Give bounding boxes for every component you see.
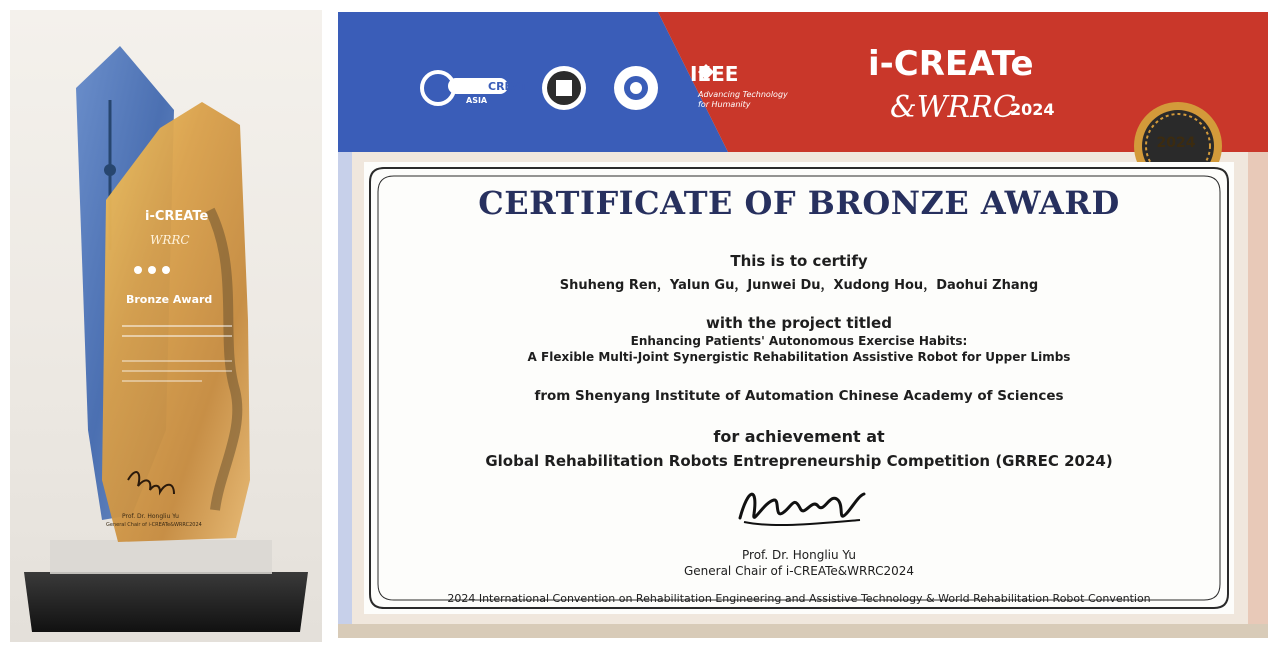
- trophy-signer-role: General Chair of i-CREATe&WRRC2024: [106, 522, 202, 528]
- signer-role: General Chair of i-CREATe&WRRC2024: [683, 564, 915, 578]
- trophy-brand: i-CREATe: [145, 209, 209, 224]
- glass-plinth: [50, 540, 272, 574]
- project-title-line2: A Flexible Multi-Joint Synergistic Rehabilitation Assistive Robot for Upper Limbs: [527, 350, 1071, 364]
- wrrc-logo: &WRRC: [890, 90, 1016, 125]
- medal-year: 2024: [1156, 135, 1196, 151]
- icreate-logo: i-CREATe: [868, 44, 1034, 84]
- certificate-body: [364, 162, 1234, 614]
- achievement-intro: for achievement at: [713, 427, 885, 446]
- trophy-base: [24, 572, 308, 632]
- certificate-footer: 2024 International Convention on Rehabilitation Engineering and Assistive Technology & World Rehabilitation Robot Convention: [447, 592, 1151, 605]
- ieee-logo: IEEE: [690, 62, 739, 86]
- ieee-tagline: Advancing Technology for Humanity: [698, 90, 788, 109]
- recipients: Shuheng Ren，Yalun Gu，Junwei Du，Xudong Hou，Daohui Zhang: [559, 278, 1039, 293]
- signature-icon: [734, 478, 874, 538]
- certify-line: This is to certify: [730, 252, 868, 270]
- project-intro: with the project titled: [706, 314, 892, 332]
- certificate-title: CERTIFICATE OF BRONZE AWARD: [478, 184, 1120, 222]
- institution: from Shenyang Institute of Automation Chinese Academy of Sciences: [534, 388, 1064, 404]
- trophy-award: Bronze Award: [126, 293, 213, 306]
- signer-name: Prof. Dr. Hongliu Yu: [742, 548, 856, 562]
- trophy-photo: [10, 10, 322, 642]
- wrrc-year: 2024: [1010, 100, 1055, 119]
- trophy-illustration: [10, 10, 322, 642]
- trophy-event: WRRC: [150, 233, 190, 247]
- certificate: [338, 12, 1268, 638]
- competition-name: Global Rehabilitation Robots Entrepreneurship Competition (GRREC 2024): [485, 452, 1113, 470]
- trophy-signer: Prof. Dr. Hongliu Yu: [122, 513, 179, 520]
- creat-asia-label: ASIA: [466, 96, 488, 105]
- project-title-line1: Enhancing Patients' Autonomous Exercise Habits:: [630, 334, 968, 348]
- creat-logo: CREAT: [488, 80, 528, 93]
